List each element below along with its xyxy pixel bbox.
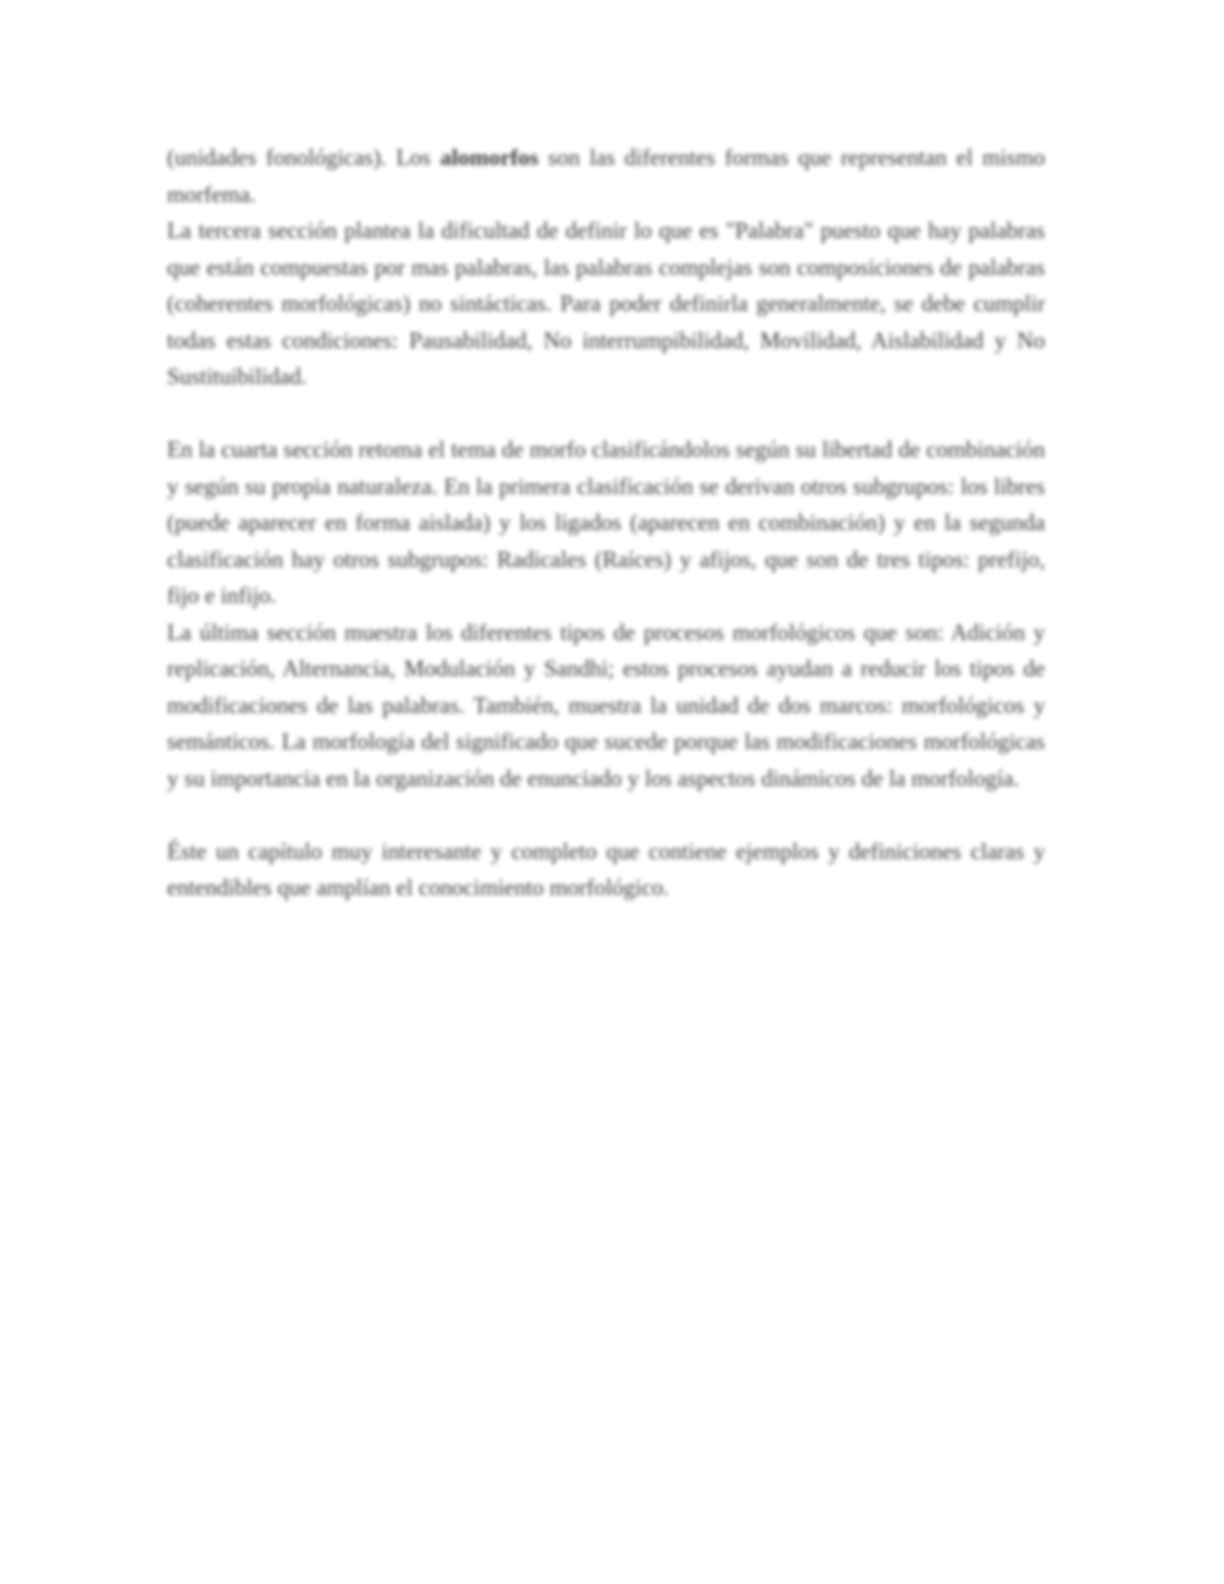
paragraph-1-keyword: alomorfos — [440, 145, 539, 170]
paragraph-3-text: En la cuarta sección retoma el tema de morfo clasificándolos según su libertad de combinación y según su propia naturaleza. En la primera clasificación se derivan otros subgrupos: los libres (puede aparecer en forma aislada) y los ligados (aparecen en combinación) y en la segunda clasificación hay otros subgrupos: Radicales (Raíces) y afijos, que son de tres tipos: prefijo, fijo e infijo. — [167, 437, 1045, 608]
paragraph-1-text-a: (unidades fonológicas). Los — [167, 145, 441, 170]
paragraph-1 — [167, 140, 1045, 213]
paragraph-4-text: La última sección muestra los diferentes tipos de procesos morfológicos que son: Adición y replicación, Alternancia, Modulación y Sandhi; estos procesos ayudan a reducir los tipos de modificaciones de las palabras. También, muestra la unidad de dos marcos: morfológicos y semánticos. La morfología del significado que sucede porque las modificaciones morfológicas y su importancia en la organización de enunciado y los aspectos dinámicos de la morfología. — [167, 619, 1045, 791]
paragraph-gap — [167, 797, 1045, 834]
paragraph-gap — [167, 396, 1045, 433]
paragraph-4 — [167, 615, 1045, 798]
paragraph-2-text: La tercera sección plantea la dificultad de definir lo que es "Palabra" puesto que hay palabras que están compuestas por mas palabras, las palabras complejas son composiciones de palabras (coherentes morfológicas) no sintácticas. Para poder definirla generalmente, se debe cumplir todas estas condiciones: Pausabilidad, No interrumpibilidad, Movilidad, Aislabilidad y No Sustituibilidad. — [167, 218, 1045, 389]
document-page — [167, 140, 1045, 907]
paragraph-1-text-b: son las diferentes formas que representan el mismo morfema. — [167, 145, 1045, 207]
paragraph-5-text: Éste un capítulo muy interesante y completo que contiene ejemplos y definiciones claras y entendibles que amplían el conocimiento morfológico. — [167, 838, 1045, 900]
paragraph-3 — [167, 432, 1045, 615]
paragraph-5 — [167, 834, 1045, 907]
paragraph-2 — [167, 213, 1045, 396]
